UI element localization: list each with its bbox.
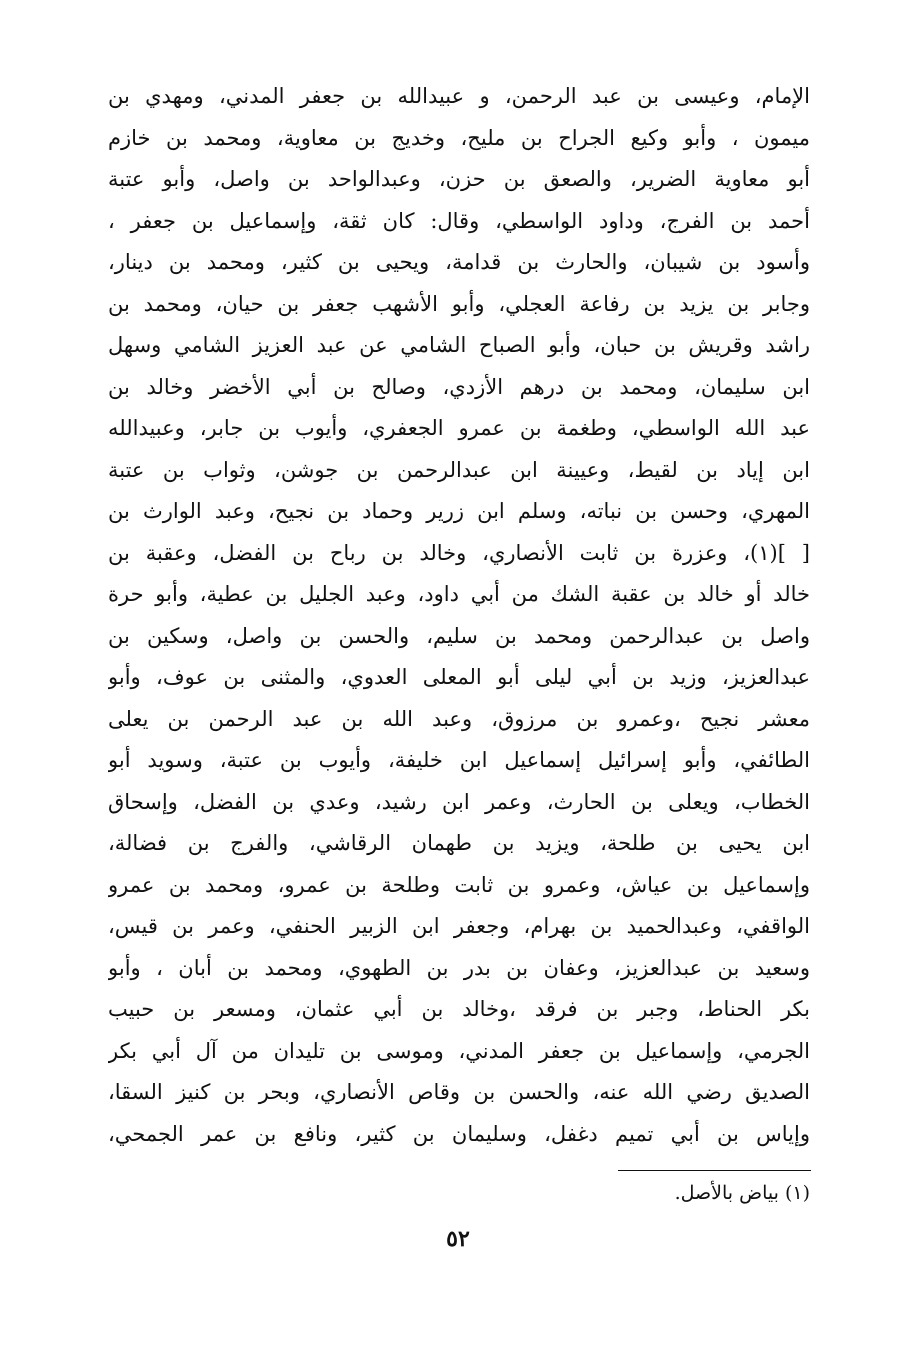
text-line: وأسود بن شيبان، والحارث بن قدامة، ويحيى بن كثير، ومحمد بن دينار،	[108, 250, 810, 274]
text-line: وجابر بن يزيد بن رفاعة العجلي، وأبو الأشهب جعفر بن حيان، ومحمد بن	[108, 291, 810, 316]
text-line: الإمام، وعيسى بن عبد الرحمن، و عبيدالله بن جعفر المدني، ومهدي بن	[108, 84, 810, 108]
text-line: معشر نجيح ،وعمرو بن مرزوق، وعبد الله بن عبد الرحمن بن يعلى	[108, 706, 810, 731]
text-line: وإسماعيل بن عياش، وعمرو بن ثابت وطلحة بن عمرو، ومحمد بن عمرو	[108, 872, 810, 897]
text-line: أبو معاوية الضرير، والصعق بن حزن، وعبدالواحد بن واصل، وأبو عتبة	[108, 167, 810, 191]
text-line: ميمون ، وأبو وكيع الجراح بن مليح، وخديج بن معاوية، ومحمد بن خازم	[108, 125, 810, 150]
page-number: ٥٢	[446, 1226, 470, 1252]
footnote: (١) بياض بالأصل.	[674, 1182, 810, 1204]
text-line: راشد وقريش بن حبان، وأبو الصباح الشامي عن عبد العزيز الشامي وسهل	[108, 333, 810, 357]
text-line: ابن سليمان، ومحمد بن درهم الأزدي، وصالح بن أبي الأخضر وخالد بن	[108, 374, 810, 399]
text-line: عبد الله الواسطي، وطغمة بن عمرو الجعفري، وأيوب بن جابر، وعبيدالله	[108, 416, 810, 440]
text-line: وإياس بن أبي تميم دغفل، وسليمان بن كثير، ونافع بن عمر الجمحي،	[108, 1121, 810, 1146]
text-line: المهري، وحسن بن نباته، وسلم ابن زرير وحماد بن نجيح، وعبد الوارث بن	[108, 499, 810, 523]
text-line: ابن إياد بن لقيط، وعيينة ابن عبدالرحمن بن جوشن، وثواب بن عتبة	[108, 457, 810, 482]
text-line: الجرمي، وإسماعيل بن جعفر المدني، وموسى بن تليدان من آل أبي بكر	[108, 1038, 810, 1063]
text-line: خالد أو خالد بن عقبة الشك من أبي داود، وعبد الجليل بن عطية، وأبو حرة	[108, 582, 810, 606]
text-line: الطائفي، وأبو إسرائيل إسماعيل ابن خليفة، وأيوب بن عتبة، وسويد أبو	[108, 748, 810, 772]
main-text-block	[108, 76, 810, 1155]
text-line: [ ](١)، وعزرة بن ثابت الأنصاري، وخالد بن رباح بن الفضل، وعقبة بن	[108, 540, 810, 565]
text-line: واصل بن عبدالرحمن ومحمد بن سليم، والحسن بن واصل، وسكين بن	[108, 623, 810, 648]
text-line: بكر الحناط، وجبر بن فرقد ،وخالد بن أبي عثمان، ومسعر بن حبيب	[108, 997, 810, 1021]
text-line: وسعيد بن عبدالعزيز، وعفان بن بدر بن الطهوي، ومحمد بن أبان ، وأبو	[108, 955, 810, 980]
text-line: الصديق رضي الله عنه، والحسن بن وقاص الأنصاري، وبحر بن كنيز السقا،	[108, 1080, 810, 1104]
text-line: ابن يحيى بن طلحة، ويزيد بن طهمان الرقاشي، والفرج بن فضالة،	[108, 831, 810, 855]
text-line: الواقفي، وعبدالحميد بن بهرام، وجعفر ابن الزبير الحنفي، وعمر بن قيس،	[108, 914, 810, 938]
text-line: عبدالعزيز، وزيد بن أبي ليلى أبو المعلى العدوي، والمثنى بن عوف، وأبو	[108, 665, 810, 689]
text-line: أحمد بن الفرج، وداود الواسطي، وقال: كان ثقة، وإسماعيل بن جعفر ،	[108, 208, 810, 233]
text-line: الخطاب، ويعلى بن الحارث، وعمر ابن رشيد، وعدي بن الفضل، وإسحاق	[108, 789, 810, 814]
footnote-separator	[618, 1170, 811, 1171]
